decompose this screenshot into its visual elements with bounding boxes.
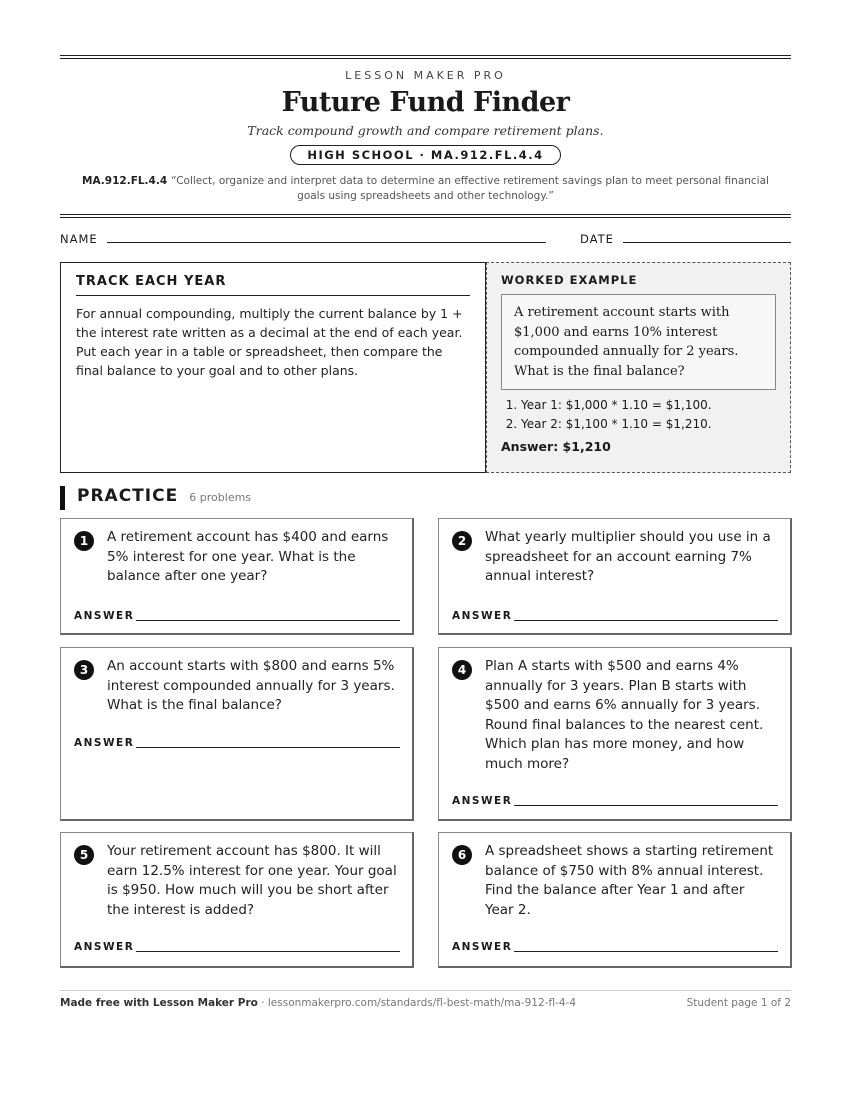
problem-number: 3 xyxy=(74,660,94,680)
practice-heading: PRACTICE xyxy=(77,486,179,506)
problem-text: A retirement account has $400 and earns 5% interest for one year. What is the balance after one year? xyxy=(107,529,389,584)
practice-header xyxy=(60,486,251,510)
page-indicator: Student page 1 of 2 xyxy=(686,997,791,1009)
track-body: For annual compounding, multiply the current balance by 1 + the interest rate written as a decimal at the end of each year. Put each year in a table or spreadsheet, then compare the final balance to your goal and to other plans. xyxy=(76,306,463,378)
answer-field[interactable] xyxy=(136,951,400,952)
answer-label: ANSWER xyxy=(74,737,135,749)
problem-text: What yearly multiplier should you use in a spreadsheet for an account earning 7% annual interest? xyxy=(485,529,771,584)
date-label: DATE xyxy=(580,232,614,246)
answer-label: ANSWER xyxy=(74,941,135,953)
worked-step: 1. Year 1: $1,000 * 1.10 = $1,100. xyxy=(521,396,776,415)
page-title: Future Fund Finder xyxy=(281,87,570,118)
name-field[interactable] xyxy=(107,242,546,243)
answer-field[interactable] xyxy=(136,620,400,621)
header-bottom-rule xyxy=(60,214,791,218)
grade-standard-badge: HIGH SCHOOL · MA.912.FL.4.4 xyxy=(290,145,560,165)
answer-field[interactable] xyxy=(514,620,778,621)
answer-label: ANSWER xyxy=(452,941,513,953)
name-label: NAME xyxy=(60,232,98,246)
problem-number: 6 xyxy=(452,845,472,865)
problem-card-4 xyxy=(438,647,792,821)
worked-step: 2. Year 2: $1,100 * 1.10 = $1,210. xyxy=(521,415,776,434)
top-rule xyxy=(60,55,791,59)
answer-field[interactable] xyxy=(514,805,778,806)
track-each-year-box xyxy=(60,262,486,473)
standard-code: MA.912.FL.4.4 xyxy=(82,175,168,187)
worked-steps xyxy=(501,396,776,434)
name-date-row xyxy=(60,230,791,246)
answer-label: ANSWER xyxy=(452,795,513,807)
problem-number: 2 xyxy=(452,531,472,551)
problem-card-1 xyxy=(60,518,414,635)
worked-example-box xyxy=(486,262,791,473)
standard-description xyxy=(68,174,783,204)
problem-text: An account starts with $800 and earns 5% interest compounded annually for 3 years. What is the final balance? xyxy=(107,658,395,713)
practice-count: 6 problems xyxy=(189,491,252,504)
problem-card-5 xyxy=(60,832,414,968)
footer-url[interactable]: · lessonmakerpro.com/standards/fl-best-math/ma-912-fl-4-4 xyxy=(257,997,576,1009)
problem-text: Plan A starts with $500 and earns 4% annually for 3 years. Plan B starts with $500 and earns 6% annually for 3 years. Round final balances to the nearest cent. Which plan has more money, and how much more? xyxy=(485,658,764,772)
answer-label: ANSWER xyxy=(452,610,513,622)
track-heading: TRACK EACH YEAR xyxy=(76,274,470,296)
worksheet-page xyxy=(60,0,791,1009)
problem-card-2 xyxy=(438,518,792,635)
footer-credit: Made free with Lesson Maker Pro xyxy=(60,997,258,1009)
problem-number: 1 xyxy=(74,531,94,551)
problem-card-3 xyxy=(60,647,414,821)
problem-number: 5 xyxy=(74,845,94,865)
answer-label: ANSWER xyxy=(74,610,135,622)
worked-answer: Answer: $1,210 xyxy=(501,439,611,454)
worked-heading: WORKED EXAMPLE xyxy=(501,273,638,287)
page-footer xyxy=(60,990,791,1009)
problem-number: 4 xyxy=(452,660,472,680)
problem-card-6 xyxy=(438,832,792,968)
worked-question: A retirement account starts with $1,000 and earns 10% interest compounded annually for 2 years. What is the final balance? xyxy=(501,294,776,390)
answer-field[interactable] xyxy=(136,747,400,748)
problem-text: Your retirement account has $800. It will earn 12.5% interest for one year. Your goal is $950. How much will you be short after the interest is added? xyxy=(107,843,397,918)
problem-text: A spreadsheet shows a starting retirement balance of $750 with 8% annual interest. Find the balance after Year 1 and after Year 2. xyxy=(485,843,774,918)
page-subtitle: Track compound growth and compare retirement plans. xyxy=(247,123,604,138)
standard-text: “Collect, organize and interpret data to determine an effective retirement savings plan to meet personal financial goals using spreadsheets and other technology.” xyxy=(171,175,769,202)
answer-field[interactable] xyxy=(514,951,778,952)
brand-name: LESSON MAKER PRO xyxy=(345,69,506,82)
date-field[interactable] xyxy=(623,242,791,243)
